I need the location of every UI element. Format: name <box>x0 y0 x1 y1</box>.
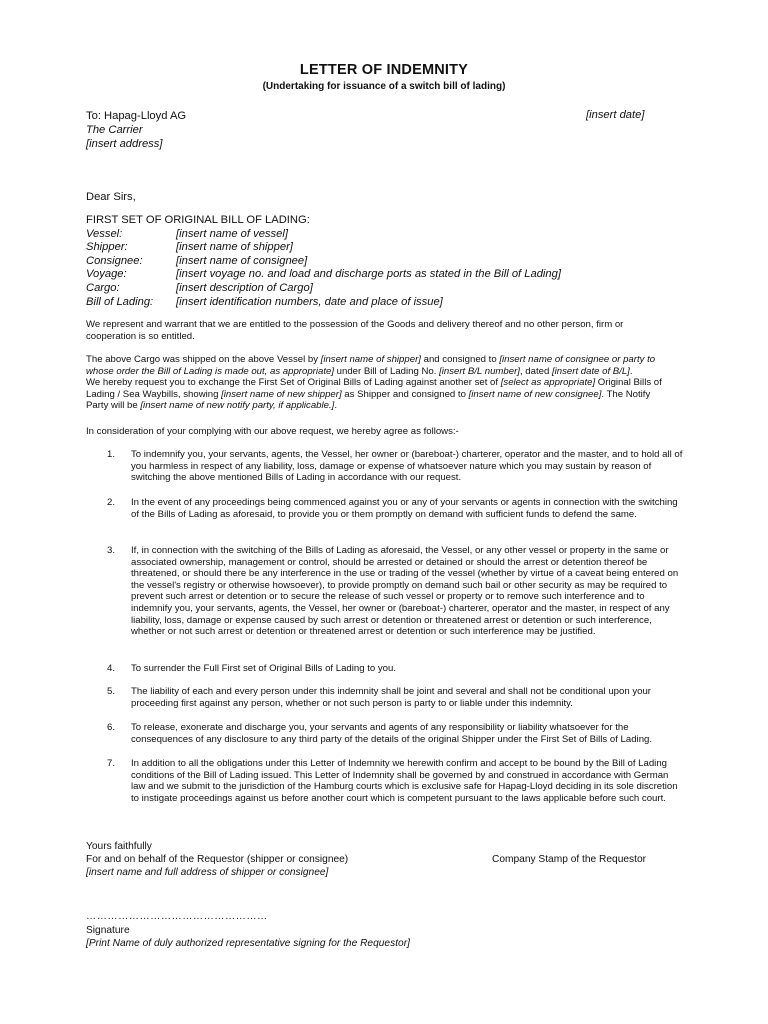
row-key: Vessel: <box>86 227 123 240</box>
item-text: In addition to all the obligations under this Letter of Indemnity we herewith confirm and accept to be bound by the Bill of Lading conditions of the Bill of Lading issued. This Letter of Indemnity shall be governed by and construed in accordance with German law and we submit to the jurisdiction of the Hamburg courts which is exclusive safe for Hapag-Lloyd deciding in its sole discretion to instigate proceedings against us before another court which is competent pursuant to the laws applicable before such court. <box>131 758 678 804</box>
text-run: The above Cargo was shipped on the above Vessel by <box>86 354 321 365</box>
text-run: Original Bills of Lading / Sea Waybills, showing <box>86 377 662 400</box>
consideration-paragraph <box>86 426 672 438</box>
placeholder-run: [insert name of shipper] <box>320 354 421 365</box>
item-text: To release, exonerate and discharge you, your servants and agents of any responsibility or liability whatsoever for the consequences of any disclosure to any third party of the details of the original Shipper under the First Set of Bills of Lading. <box>131 722 653 745</box>
first-set-heading: FIRST SET OF ORIGINAL BILL OF LADING: <box>86 214 310 226</box>
row-value: [insert name of shipper] <box>176 241 293 254</box>
first-set-row <box>86 228 310 242</box>
document-subtitle: (Undertaking for issuance of a switch bill of lading) <box>262 81 506 92</box>
recipient-address <box>86 109 186 151</box>
placeholder-run: [insert B/L number] <box>439 365 520 377</box>
salutation: Dear Sirs, <box>86 191 136 203</box>
consideration-text: In consideration of your complying with our above request, we hereby agree as follows:- <box>86 426 459 437</box>
text-run: and consigned to <box>420 354 500 365</box>
first-set-row <box>86 255 310 269</box>
date-placeholder: [insert date] <box>586 109 645 121</box>
cargo-paragraph <box>86 354 672 412</box>
item-text: In the event of any proceedings being commenced against you or any of your servants or agents in connection with the switching of the Bills of Lading as aforesaid, to provide you or them promptly on demand with sufficient funds to defend the same. <box>131 497 678 520</box>
row-value: [insert name of vessel] <box>176 227 288 240</box>
first-set-block <box>86 214 561 309</box>
item-number: 7. <box>107 758 116 769</box>
carrier-line: The Carrier <box>86 124 143 136</box>
first-set-row <box>86 281 313 296</box>
closing-yours: Yours faithfully <box>86 841 152 852</box>
placeholder-run: [insert date of B/L] <box>551 365 630 377</box>
text-run: . <box>629 365 633 377</box>
placeholder-run: [select as appropriate] <box>500 377 596 389</box>
placeholder-run: [insert name of new notify party, if applicable.] <box>140 400 335 412</box>
first-set-row <box>86 268 561 282</box>
item-number: 5. <box>107 686 116 697</box>
text-run: , dated <box>519 365 552 377</box>
item-text: To indemnify you, your servants, agents, the Vessel, her owner or (bareboat-) charterer, operator and the master, and to hold all of you harmless in respect of any liability, loss, damage or expense of whatsoever nature which you may sustain by reason of switching the above mentioned Bills of Lading in accordance with our request. <box>131 449 683 484</box>
text-run: . The Notify Party will be <box>86 388 651 412</box>
signature-label: Signature <box>86 925 130 936</box>
placeholder-run: [insert name of consignee or party to whose order the Bill of Lading is made out, as appropriate] <box>86 354 656 377</box>
row-value: [insert description of Cargo] <box>176 281 313 294</box>
item-number: 2. <box>107 497 116 508</box>
row-value: [insert identification numbers, date and place of issue] <box>176 295 443 308</box>
signature-line: …………………………………………… <box>86 911 268 922</box>
text-run: We hereby request you to exchange the First Set of Original Bills of Lading against another set of <box>86 377 501 389</box>
row-key: Voyage: <box>86 268 127 281</box>
row-key: Consignee: <box>86 254 143 267</box>
item-number: 4. <box>107 663 116 674</box>
company-stamp-label: Company Stamp of the Requestor <box>492 854 647 865</box>
row-value: [insert voyage no. and load and discharge ports as stated in the Bill of Lading] <box>176 268 561 281</box>
represent-text: We represent and warrant that we are entitled to the possession of the Goods and delivery thereof and no other person, firm or cooperation is so entitled. <box>86 319 624 342</box>
row-key: Cargo: <box>86 281 120 294</box>
item-number: 6. <box>107 722 116 733</box>
placeholder-run: [insert name of new consignee] <box>468 388 602 400</box>
text-run: under Bill of Lading No. <box>334 365 440 377</box>
closing-insert-name: [insert name and full address of shipper or consignee] <box>86 867 329 878</box>
text-run: . <box>334 400 337 412</box>
text-run: as Shipper and consigned to <box>341 388 469 400</box>
first-set-row <box>86 295 443 310</box>
row-key: Bill of Lading: <box>86 295 154 308</box>
cargo-text <box>86 354 672 412</box>
first-set-row <box>86 241 310 255</box>
address-line: [insert address] <box>86 138 163 150</box>
placeholder-run: [insert name of new shipper] <box>221 388 342 400</box>
item-text: The liability of each and every person under this indemnity shall be joint and several and shall not be conditional upon your proceeding first against any person, whether or not such person is party to or liable under this indemnity. <box>131 686 651 709</box>
item-text: If, in connection with the switching of the Bills of Lading as aforesaid, the Vessel, or any other vessel or property in the same or associated ownership, management or control, should be arrested or detained or should the arrest or detention thereof be threatened, or should there be any interference in the use or trading of the vessel (whether by virtue of a caveat being entered on the vessel's registry or otherwise howsoever), to provide promptly on demand such bail or other security as may be required to prevent such arrest or detention or to secure the release of such vessel or property or to remove such interference and to indemnify you, your servants, agents, the Vessel, her owner or (bareboat-) charterer, operator and the master, in respect of any liability, loss, damage or expense caused by such arrest or detention or threatened arrest or detention or such interference, whether or not such arrest or detention or threatened arrest or detention or such interference may be justified. <box>131 545 679 638</box>
row-value: [insert name of consignee] <box>176 254 308 267</box>
closing-behalf: For and on behalf of the Requestor (shipper or consignee) <box>86 854 349 865</box>
print-name-label: [Print Name of duly authorized representative signing for the Requestor] <box>86 938 410 949</box>
item-text: To surrender the Full First set of Original Bills of Lading to you. <box>131 663 397 674</box>
represent-paragraph <box>86 319 672 342</box>
document-title: LETTER OF INDEMNITY <box>299 62 469 78</box>
item-number: 1. <box>107 449 116 460</box>
row-key: Shipper: <box>86 241 128 254</box>
recipient-line: To: Hapag-Lloyd AG <box>86 110 187 122</box>
item-number: 3. <box>107 545 116 556</box>
